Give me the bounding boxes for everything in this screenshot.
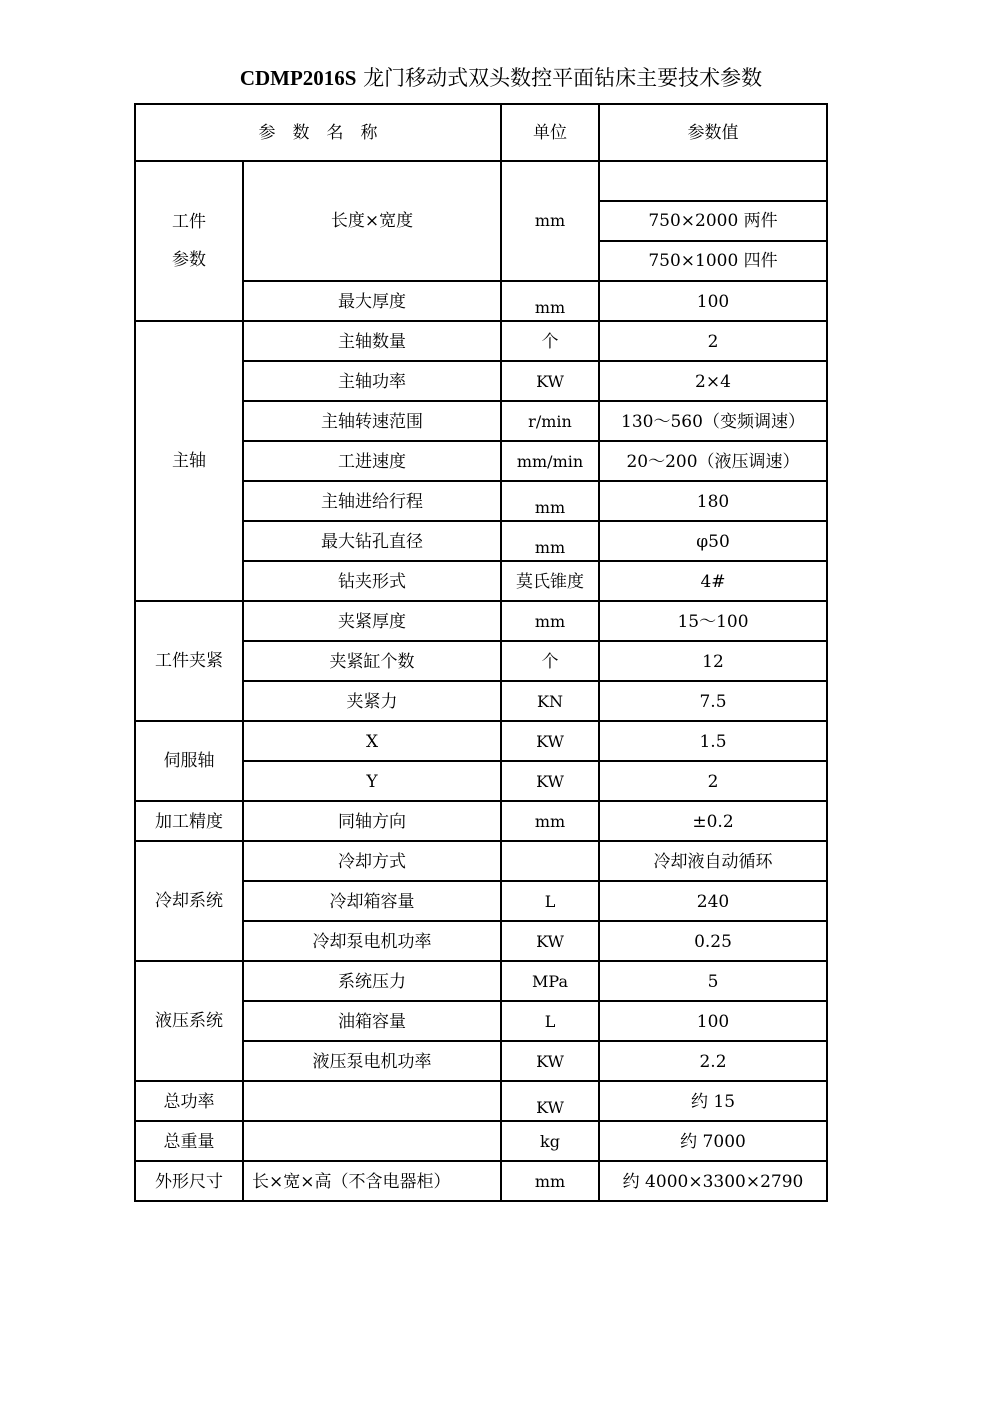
row-value: 约 15 [599, 1081, 827, 1121]
table-row [135, 1161, 827, 1201]
row-name: 主轴进给行程 [243, 481, 501, 521]
row-unit: KW [501, 1041, 599, 1081]
row-value: 12 [599, 641, 827, 681]
group-clamp-label: 工件夹紧 [135, 601, 243, 721]
row-unit: mm [501, 1161, 599, 1201]
header-param-name: 参 数 名 称 [135, 104, 501, 161]
row-name: 工进速度 [243, 441, 501, 481]
row-value: 15～100 [599, 601, 827, 641]
row-value: 130～560（变频调速） [599, 401, 827, 441]
row-value: φ50 [599, 521, 827, 561]
header-value: 参数值 [599, 104, 827, 161]
row-unit: KW [501, 1081, 599, 1121]
row-name: 夹紧厚度 [243, 601, 501, 641]
row-name: 长度×宽度 [243, 161, 501, 281]
row-value: 100 [599, 1001, 827, 1041]
row-value: 2 [599, 321, 827, 361]
row-name: 冷却泵电机功率 [243, 921, 501, 961]
group-workpiece-label: 工件 参数 [135, 161, 243, 321]
row-unit: KW [501, 761, 599, 801]
table-row [135, 1081, 827, 1121]
row-name: 钻夹形式 [243, 561, 501, 601]
row-unit: mm/min [501, 441, 599, 481]
table-row [135, 601, 827, 641]
title-model: CDMP2016S [239, 66, 357, 90]
table-row [135, 321, 827, 361]
table-row [135, 1121, 827, 1161]
row-value [599, 161, 827, 201]
row-unit: kg [501, 1121, 599, 1161]
row-unit: KW [501, 921, 599, 961]
group-total-power-label: 总功率 [135, 1081, 243, 1121]
row-unit: KW [501, 721, 599, 761]
row-name [243, 1081, 501, 1121]
row-unit [501, 841, 599, 881]
group-spindle-label: 主轴 [135, 321, 243, 601]
row-value: 100 [599, 281, 827, 321]
row-value: 750×2000 两件 [599, 201, 827, 241]
row-value: 180 [599, 481, 827, 521]
group-servo-label: 伺服轴 [135, 721, 243, 801]
title-text: 龙门移动式双头数控平面钻床主要技术参数 [363, 66, 763, 90]
group-hydraulic-label: 液压系统 [135, 961, 243, 1081]
row-name: X [243, 721, 501, 761]
row-unit: 莫氏锥度 [501, 561, 599, 601]
row-unit: L [501, 1001, 599, 1041]
row-name: 冷却箱容量 [243, 881, 501, 921]
row-name: 主轴数量 [243, 321, 501, 361]
row-value: 约 4000×3300×2790 [599, 1161, 827, 1201]
row-value: 2×4 [599, 361, 827, 401]
row-name [243, 1121, 501, 1161]
row-value: 750×1000 四件 [599, 241, 827, 281]
row-value: 2 [599, 761, 827, 801]
row-value: 2.2 [599, 1041, 827, 1081]
group-precision-label: 加工精度 [135, 801, 243, 841]
row-unit: mm [501, 521, 599, 561]
row-unit: KW [501, 361, 599, 401]
row-name: 主轴转速范围 [243, 401, 501, 441]
row-unit: MPa [501, 961, 599, 1001]
row-unit: 个 [501, 641, 599, 681]
row-value: 5 [599, 961, 827, 1001]
row-name: 冷却方式 [243, 841, 501, 881]
row-name: 夹紧力 [243, 681, 501, 721]
page-title [0, 64, 992, 92]
table-header-row [135, 104, 827, 161]
row-name: 长×宽×高（不含电器柜） [243, 1161, 501, 1201]
row-unit: KN [501, 681, 599, 721]
table-row [135, 961, 827, 1001]
row-unit: r/min [501, 401, 599, 441]
group-cooling-label: 冷却系统 [135, 841, 243, 961]
row-unit: 个 [501, 321, 599, 361]
header-unit: 单位 [501, 104, 599, 161]
table-row [135, 721, 827, 761]
row-unit: mm [501, 161, 599, 281]
group-dimensions-label: 外形尺寸 [135, 1161, 243, 1201]
row-name: 液压泵电机功率 [243, 1041, 501, 1081]
row-value: 1.5 [599, 721, 827, 761]
spec-table [134, 103, 828, 1202]
row-unit: mm [501, 481, 599, 521]
row-unit: mm [501, 801, 599, 841]
group-total-weight-label: 总重量 [135, 1121, 243, 1161]
row-name: 系统压力 [243, 961, 501, 1001]
row-value: 0.25 [599, 921, 827, 961]
row-name: 油箱容量 [243, 1001, 501, 1041]
row-value: 约 7000 [599, 1121, 827, 1161]
row-value: 7.5 [599, 681, 827, 721]
table-row [135, 161, 827, 201]
row-name: Y [243, 761, 501, 801]
row-unit: L [501, 881, 599, 921]
row-name: 夹紧缸个数 [243, 641, 501, 681]
row-unit: mm [501, 281, 599, 321]
row-name: 同轴方向 [243, 801, 501, 841]
row-name: 最大钻孔直径 [243, 521, 501, 561]
row-unit: mm [501, 601, 599, 641]
table-row [135, 841, 827, 881]
row-name: 最大厚度 [243, 281, 501, 321]
row-value: 冷却液自动循环 [599, 841, 827, 881]
row-value: 20～200（液压调速） [599, 441, 827, 481]
table-row [135, 801, 827, 841]
row-value: ±0.2 [599, 801, 827, 841]
row-value: 240 [599, 881, 827, 921]
row-name: 主轴功率 [243, 361, 501, 401]
row-value: 4# [599, 561, 827, 601]
